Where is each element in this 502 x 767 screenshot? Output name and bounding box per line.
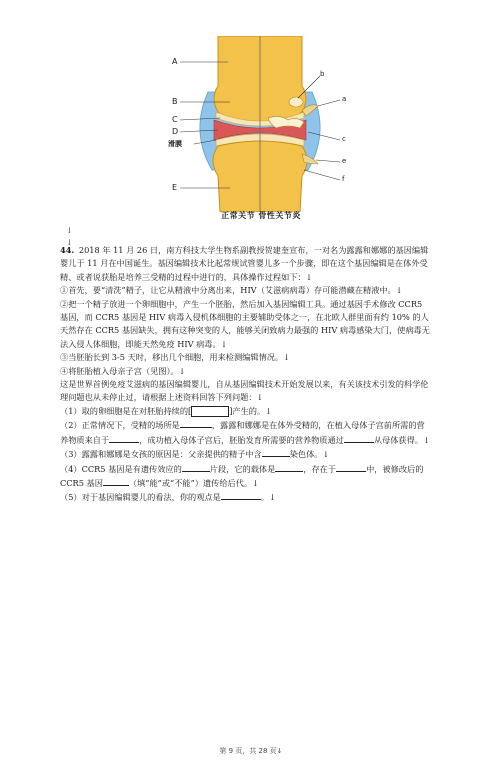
answer-blank-4a[interactable] [182,462,210,472]
intro-text: 2018 年 11 月 26 日，南方科技大学生物系副教授贺建奎宣布，一对名为露露和娜娜的基因编辑婴儿于 11 月在中国诞生。基因编辑技术比起常规试管婴儿多一个步骤，即在这个基因编辑是在体外受精、或者说获胎是培养三受精的过程中进行的，具体操作过程如下：↓ [60,245,429,282]
answer-blank-4c[interactable] [336,462,366,472]
sub-question-2: （2）正常情况下，受精的场所是 ，露露和娜娜是在体外受精的，在植入母体子宫前所需的营养物质来自于 ，成功植入母体子宫后，胚胎发育所需要的营养物质通过 从母体获得。↓ [60,420,430,445]
step-1: ①首先，要“清洗”精子，让它从精液中分离出来，HIV（艾滋病病毒）存可能潜藏在精液中。↓ [60,285,403,296]
label-D: D [172,127,179,136]
step-4: ④将胚胎植入母亲子宫（见图）。↓ [60,365,186,376]
sub-question-5: （5）对于基因编辑婴儿的看法，你的观点是 。↓ [60,492,276,503]
sub-question-3: （3）露露和娜娜是女孩的原因是：父亲提供的精子中含 染色体。↓ [60,449,330,460]
answer-blank-4d[interactable] [103,476,129,486]
return-mark-2: ↓ [66,238,73,247]
knee-joint-figure [168,36,354,232]
label-b: b [320,70,325,78]
sub-question-4: （4）CCR5 基因是有遗传效应的 片段，它的载体是 ，存在于 中，被修改后的 CCR5 基因 （填“能”或“不能”）遗传给后代。↓ [60,463,424,488]
answer-blank-3[interactable] [262,447,290,457]
answer-blank-2b[interactable] [109,433,139,443]
knee-joint-diagram [168,36,354,212]
step-2: ②把一个精子放进一个卵细胞中，产生一个胚胎，然后加入基因编辑工具。通过基因手术修改 CCR5 基因，而 CCR5 基因是 HIV 病毒入侵机体细胞的主要辅助受体之一，在北欧人群里面有约 10% 的人天然存在 CCR5 基因缺失，拥有这种突变的人，能够关闭致病力最强的 HIV 病毒感染大门，使病毒无法入侵人体细胞，即能天然免疫 HIV 病毒。↓ [60,298,430,349]
spur-nodule [289,97,303,107]
step-3: ③当胚胎长到 3-5 天时，移出几个细胞，用来检测编辑情况。↓ [60,352,290,363]
label-E: E [172,183,178,192]
page-footer: 第 9 页，共 28 页↓ [219,747,283,755]
return-mark-1: ↓ [66,226,73,235]
label-f: f [342,175,345,183]
sub-question-1: （1）取的卵细胞是在对胚胎持续的[ ]产生的。↓ [60,405,273,416]
label-synovium: 滑膜 [168,140,182,148]
label-A: A [172,57,178,66]
figure-caption: 正常关节 骨性关节炎 [221,211,301,220]
label-e: e [342,157,347,165]
question-number: 44. [60,245,75,255]
question-intro [60,244,432,284]
label-B: B [172,97,178,106]
answer-blank-2c[interactable] [344,433,374,443]
label-a: a [342,95,347,103]
answer-box-1[interactable] [191,406,229,417]
question-44 [60,244,432,505]
answer-blank-5[interactable] [221,490,261,500]
label-c: c [342,135,346,143]
answer-blank-2a[interactable] [180,418,212,428]
answer-blank-4b[interactable] [275,462,303,472]
summary-text: 这是世界首例免疫艾滋病的基因编辑婴儿，自从基因编辑技术开始发展以来，有关该技术引发的科学伦理问题也从未停止过，请根据上述资料回答下列问题：↓ [60,379,429,403]
label-C: C [172,115,178,124]
